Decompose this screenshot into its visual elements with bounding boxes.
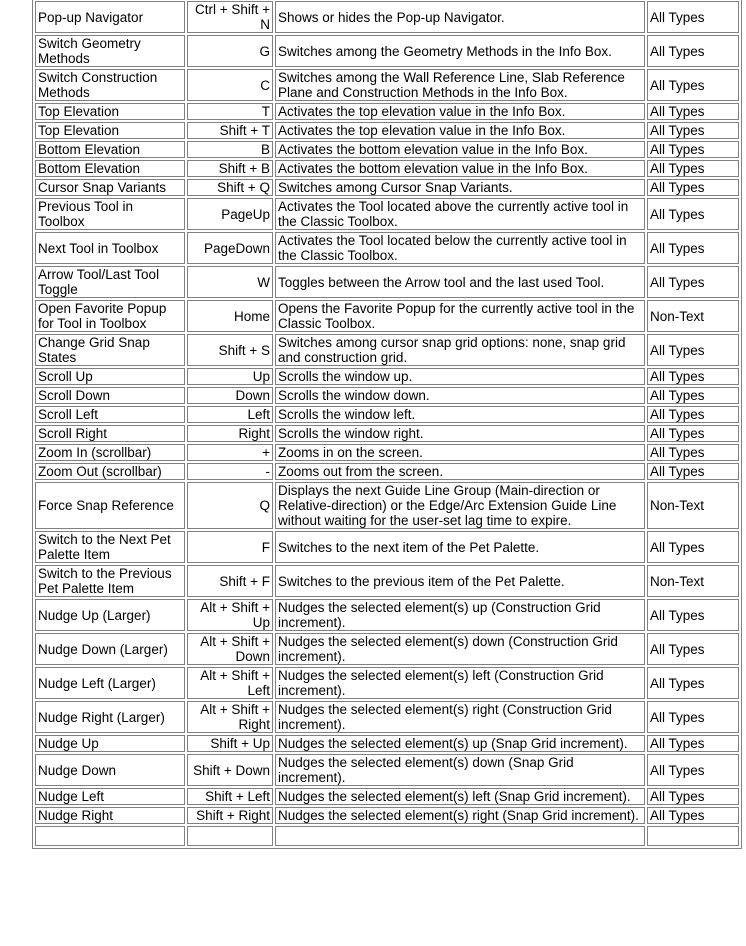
applies-to-cell: All Types [647, 368, 739, 385]
command-name-cell: Previous Tool in Toolbox [35, 198, 185, 230]
shortcut-key-cell: Shift + Left [187, 788, 273, 805]
command-name-cell: Nudge Up (Larger) [35, 599, 185, 631]
table-row [35, 826, 739, 846]
applies-to-cell: All Types [647, 531, 739, 563]
command-name-cell: Switch to the Previous Pet Palette Item [35, 565, 185, 597]
applies-to-cell: All Types [647, 387, 739, 404]
shortcut-key-cell: T [187, 103, 273, 120]
applies-to-cell: All Types [647, 198, 739, 230]
shortcut-key-cell: G [187, 35, 273, 67]
table-row [35, 35, 739, 67]
command-name-cell: Nudge Left (Larger) [35, 667, 185, 699]
shortcut-key-cell: Up [187, 368, 273, 385]
command-name-cell: Nudge Down [35, 754, 185, 786]
applies-to-cell: All Types [647, 1, 739, 33]
shortcut-table [32, 0, 742, 849]
shortcut-key-cell: Shift + S [187, 334, 273, 366]
shortcut-key-cell: Shift + T [187, 122, 273, 139]
shortcut-key-cell: Down [187, 387, 273, 404]
applies-to-cell: All Types [647, 160, 739, 177]
command-name-cell: Next Tool in Toolbox [35, 232, 185, 264]
table-row [35, 425, 739, 442]
applies-to-cell: All Types [647, 122, 739, 139]
shortcut-key-cell: W [187, 266, 273, 298]
command-name-cell: Change Grid Snap States [35, 334, 185, 366]
table-row [35, 232, 739, 264]
command-name-cell: Switch Geometry Methods [35, 35, 185, 67]
table-row [35, 300, 739, 332]
applies-to-cell: All Types [647, 103, 739, 120]
table-row [35, 103, 739, 120]
shortcut-key-cell: Alt + Shift + Up [187, 599, 273, 631]
command-name-cell: Scroll Right [35, 425, 185, 442]
shortcut-key-cell: F [187, 531, 273, 563]
table-row [35, 387, 739, 404]
description-cell: Switches among the Wall Reference Line, Slab Reference Plane and Construction Methods in the Info Box. [275, 69, 645, 101]
description-cell: Activates the Tool located below the currently active tool in the Classic Toolbox. [275, 232, 645, 264]
command-name-cell [35, 826, 185, 846]
applies-to-cell: All Types [647, 35, 739, 67]
description-cell: Switches among cursor snap grid options: none, snap grid and construction grid. [275, 334, 645, 366]
applies-to-cell: All Types [647, 425, 739, 442]
description-cell: Activates the top elevation value in the Info Box. [275, 103, 645, 120]
description-cell: Scrolls the window up. [275, 368, 645, 385]
description-cell: Nudges the selected element(s) up (Snap Grid increment). [275, 735, 645, 752]
shortcut-key-cell: Left [187, 406, 273, 423]
command-name-cell: Top Elevation [35, 122, 185, 139]
shortcut-key-cell: Alt + Shift + Left [187, 667, 273, 699]
description-cell: Nudges the selected element(s) right (Construction Grid increment). [275, 701, 645, 733]
shortcut-key-cell: Shift + Down [187, 754, 273, 786]
table-row [35, 406, 739, 423]
shortcut-key-cell [187, 826, 273, 846]
description-cell: Nudges the selected element(s) down (Snap Grid increment). [275, 754, 645, 786]
table-row [35, 69, 739, 101]
shortcut-key-cell: Shift + B [187, 160, 273, 177]
applies-to-cell: All Types [647, 754, 739, 786]
table-row [35, 1, 739, 33]
description-cell: Scrolls the window right. [275, 425, 645, 442]
applies-to-cell: All Types [647, 735, 739, 752]
shortcut-key-cell: Alt + Shift + Down [187, 633, 273, 665]
applies-to-cell: All Types [647, 69, 739, 101]
shortcut-table-wrapper [32, 0, 742, 849]
table-row [35, 122, 739, 139]
shortcut-key-cell: PageUp [187, 198, 273, 230]
description-cell: Activates the Tool located above the currently active tool in the Classic Toolbox. [275, 198, 645, 230]
description-cell: Nudges the selected element(s) left (Construction Grid increment). [275, 667, 645, 699]
table-row [35, 160, 739, 177]
description-cell: Activates the bottom elevation value in the Info Box. [275, 141, 645, 158]
description-cell: Nudges the selected element(s) left (Snap Grid increment). [275, 788, 645, 805]
shortcut-key-cell: Q [187, 482, 273, 529]
applies-to-cell: All Types [647, 788, 739, 805]
applies-to-cell: All Types [647, 444, 739, 461]
description-cell: Zooms in on the screen. [275, 444, 645, 461]
table-row [35, 198, 739, 230]
applies-to-cell: All Types [647, 141, 739, 158]
table-row [35, 141, 739, 158]
shortcut-key-cell: Shift + Up [187, 735, 273, 752]
description-cell: Nudges the selected element(s) right (Snap Grid increment). [275, 807, 645, 824]
table-row [35, 179, 739, 196]
description-cell: Shows or hides the Pop-up Navigator. [275, 1, 645, 33]
description-cell [275, 826, 645, 846]
shortcut-key-cell: C [187, 69, 273, 101]
command-name-cell: Switch Construction Methods [35, 69, 185, 101]
shortcut-key-cell: + [187, 444, 273, 461]
table-row [35, 735, 739, 752]
description-cell: Displays the next Guide Line Group (Main-direction or Relative-direction) or the Edge/Arc Extension Guide Line without waiting for the user-set lag time to expire. [275, 482, 645, 529]
command-name-cell: Open Favorite Popup for Tool in Toolbox [35, 300, 185, 332]
command-name-cell: Scroll Left [35, 406, 185, 423]
table-row [35, 754, 739, 786]
command-name-cell: Force Snap Reference [35, 482, 185, 529]
description-cell: Activates the bottom elevation value in the Info Box. [275, 160, 645, 177]
table-row [35, 463, 739, 480]
table-row [35, 482, 739, 529]
shortcut-key-cell: Alt + Shift + Right [187, 701, 273, 733]
description-cell: Toggles between the Arrow tool and the last used Tool. [275, 266, 645, 298]
command-name-cell: Nudge Down (Larger) [35, 633, 185, 665]
description-cell: Switches to the next item of the Pet Palette. [275, 531, 645, 563]
applies-to-cell: All Types [647, 232, 739, 264]
shortcut-key-cell: B [187, 141, 273, 158]
applies-to-cell: All Types [647, 406, 739, 423]
command-name-cell: Scroll Down [35, 387, 185, 404]
shortcut-table-body [35, 1, 739, 846]
applies-to-cell: Non-Text [647, 300, 739, 332]
applies-to-cell: All Types [647, 633, 739, 665]
shortcut-key-cell: Shift + Right [187, 807, 273, 824]
description-cell: Scrolls the window down. [275, 387, 645, 404]
shortcut-key-cell: Ctrl + Shift + N [187, 1, 273, 33]
description-cell: Zooms out from the screen. [275, 463, 645, 480]
table-row [35, 444, 739, 461]
table-row [35, 266, 739, 298]
table-row [35, 334, 739, 366]
command-name-cell: Pop-up Navigator [35, 1, 185, 33]
description-cell: Switches among Cursor Snap Variants. [275, 179, 645, 196]
command-name-cell: Nudge Left [35, 788, 185, 805]
table-row [35, 667, 739, 699]
table-row [35, 633, 739, 665]
description-cell: Switches among the Geometry Methods in the Info Box. [275, 35, 645, 67]
command-name-cell: Nudge Right (Larger) [35, 701, 185, 733]
table-row [35, 788, 739, 805]
applies-to-cell: All Types [647, 266, 739, 298]
shortcut-key-cell: Right [187, 425, 273, 442]
command-name-cell: Scroll Up [35, 368, 185, 385]
applies-to-cell [647, 826, 739, 846]
command-name-cell: Arrow Tool/Last Tool Toggle [35, 266, 185, 298]
applies-to-cell: Non-Text [647, 565, 739, 597]
description-cell: Scrolls the window left. [275, 406, 645, 423]
applies-to-cell: All Types [647, 667, 739, 699]
description-cell: Opens the Favorite Popup for the currently active tool in the Classic Toolbox. [275, 300, 645, 332]
applies-to-cell: All Types [647, 179, 739, 196]
table-row [35, 599, 739, 631]
shortcut-key-cell: Shift + F [187, 565, 273, 597]
table-row [35, 807, 739, 824]
applies-to-cell: All Types [647, 701, 739, 733]
command-name-cell: Top Elevation [35, 103, 185, 120]
command-name-cell: Switch to the Next Pet Palette Item [35, 531, 185, 563]
command-name-cell: Zoom In (scrollbar) [35, 444, 185, 461]
applies-to-cell: Non-Text [647, 482, 739, 529]
table-row [35, 531, 739, 563]
shortcut-key-cell: Shift + Q [187, 179, 273, 196]
command-name-cell: Bottom Elevation [35, 160, 185, 177]
description-cell: Nudges the selected element(s) up (Construction Grid increment). [275, 599, 645, 631]
table-row [35, 368, 739, 385]
table-row [35, 565, 739, 597]
applies-to-cell: All Types [647, 807, 739, 824]
applies-to-cell: All Types [647, 599, 739, 631]
applies-to-cell: All Types [647, 334, 739, 366]
description-cell: Switches to the previous item of the Pet Palette. [275, 565, 645, 597]
description-cell: Nudges the selected element(s) down (Construction Grid increment). [275, 633, 645, 665]
table-row [35, 701, 739, 733]
shortcut-key-cell: - [187, 463, 273, 480]
command-name-cell: Zoom Out (scrollbar) [35, 463, 185, 480]
command-name-cell: Cursor Snap Variants [35, 179, 185, 196]
shortcut-key-cell: PageDown [187, 232, 273, 264]
shortcut-key-cell: Home [187, 300, 273, 332]
description-cell: Activates the top elevation value in the Info Box. [275, 122, 645, 139]
applies-to-cell: All Types [647, 463, 739, 480]
command-name-cell: Bottom Elevation [35, 141, 185, 158]
command-name-cell: Nudge Right [35, 807, 185, 824]
command-name-cell: Nudge Up [35, 735, 185, 752]
